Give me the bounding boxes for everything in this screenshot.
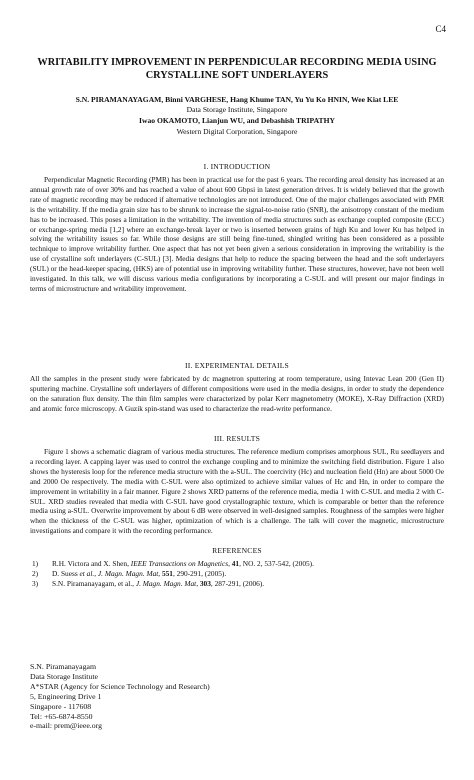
contact-block: [30, 662, 290, 731]
reference-text: S.N. Piramanayagam, et al., J. Magn. Magn. Mat, 303, 287-291, (2006).: [52, 578, 265, 588]
contact-name: S.N. Piramanayagam: [30, 662, 97, 671]
contact-street: 5, Engineering Drive 1: [30, 691, 102, 701]
results-paragraph: Figure 1 shows a schematic diagram of various media structures. The reference medium comprises amorphous SUL, Ru seedlayers and a recording layer. A capping layer was used to control the exchange coupling and to minimize the switching field distribution. Figure 1 also shows the hysteresis loop for the reference media structure with the a-SUL. The coercivity (Hc) and nucleation field (Hn) are about 5000 Oe and 2000 Oe respectively. The media with C-SUL were also optimized to achieve similar values of Hc and Hn, in order to compare the improvement in writability in a fair manner. Figure 2 shows XRD patterns of the reference media, media 1 with C-SUL and media 2 with C-SUL. XRD studies revealed that media with C-SUL have good crystallographic texture, which is comparable or better than the reference media using a-SUL. Overwrite improvement by about 6 dB were observed in well-designed samples. Roughness of the samples were higher when the thickness of the C-SUL was higher, optimization of which is a challenge. The talk will cover the magnetic, microstructure investigations and compare it with the recording performance.: [30, 447, 444, 536]
contact-city: Singapore - 117608: [30, 701, 92, 711]
page-code: C4: [435, 24, 446, 34]
contact-phone: Tel: +65-6874-8550: [30, 711, 93, 721]
reference-number: 3): [32, 578, 39, 588]
contact-institute: Data Storage Institute: [30, 671, 98, 681]
reference-number: 1): [32, 559, 39, 568]
contact-agency: A*STAR (Agency for Science Technology and Research): [30, 681, 210, 691]
reference-item: [30, 559, 444, 569]
affiliation-1: Data Storage Institute, Singapore: [186, 105, 288, 114]
reference-list: [30, 559, 444, 589]
section-heading-introduction: I. INTRODUCTION: [203, 162, 271, 171]
reference-text: D. Suess et al., J. Magn. Magn. Mat, 551, 290-291, (2005).: [52, 568, 227, 578]
authors-line-1: S.N. PIRAMANAYAGAM, Binni VARGHESE, Hang Khume TAN, Yu Yu Ko HNIN, Wee Kiat LEE: [75, 95, 399, 104]
introduction-paragraph: Perpendicular Magnetic Recording (PMR) has been in practical use for the past 6 years. The recording areal density has increased at an annual growth rate of over 30% and has reached a value of about 600 Gbpsi in latest generation drives. It is widely believed that the growth rate of magnetic recording may be reduced if alternative technologies are not introduced. One of the major challenges associated with PMR is the writability. If the media grain size has to be shrunk to increase the signal-to-noise ratio (SNR), the anisotropy constant of the medium has to be increased. This poses a limitation in the writability. The invention of media structures such as exchange coupled composite (ECC) or exchange-spring media [1,2] where an exchange-break layer or two is inserted between grains of high Ku and lower Ku has helped in solving the writability issues so far. While those designs are still being fine-tuned, shingled writing has been considered as a possible technique to improve writability further. One aspect that has not yet been given a serious consideration in improving the writability is the use of crystalline soft underlayers (C-SUL) [3]. Media designs that help to reduce the spacing between the head and the soft underlayers (SUL) or the head-keeper spacing, (HKS) are of potential use in improving writability further. These structures, however, have not been well investigated. In this talk, we will discuss various media configurations by incorporating a C-SUL and will present our major findings in terms of microstructure and writability improvement.: [30, 175, 444, 293]
section-heading-references: REFERENCES: [212, 546, 262, 555]
paper-title: WRITABILITY IMPROVEMENT IN PERPENDICULAR RECORDING MEDIA USING CRYSTALLINE SOFT UNDERLAYERS: [37, 57, 437, 81]
reference-item: [30, 569, 444, 579]
contact-email: e-mail: prem@ieee.org: [30, 721, 102, 731]
section-heading-results: III. RESULTS: [214, 434, 260, 443]
affiliation-2: Western Digital Corporation, Singapore: [176, 127, 298, 136]
experimental-paragraph: All the samples in the present study were fabricated by dc magnetron sputtering at room temperature, using Intevac Lean 200 (Gen II) sputtering machine. Crystalline soft underlayers of different compositions were used in the media designs, in order to study the dependence on the saturation flux density. The thin film samples were characterized by polar Kerr magnetometry (MOKE), X-Ray Diffraction (XRD) and atomic force microscopy. A Guzik spin-stand was used to characterize the read-write performance.: [30, 374, 444, 413]
reference-number: 2): [32, 568, 39, 578]
reference-text: R.H. Victora and X. Shen, IEEE Transactions on Magnetics, 41, NO. 2, 537-542, (2005).: [52, 559, 314, 568]
authors-line-2: Iwao OKAMOTO, Lianjun WU, and Debashish TRIPATHY: [139, 116, 335, 125]
reference-item: [30, 579, 444, 589]
section-heading-experimental: II. EXPERIMENTAL DETAILS: [185, 361, 289, 370]
